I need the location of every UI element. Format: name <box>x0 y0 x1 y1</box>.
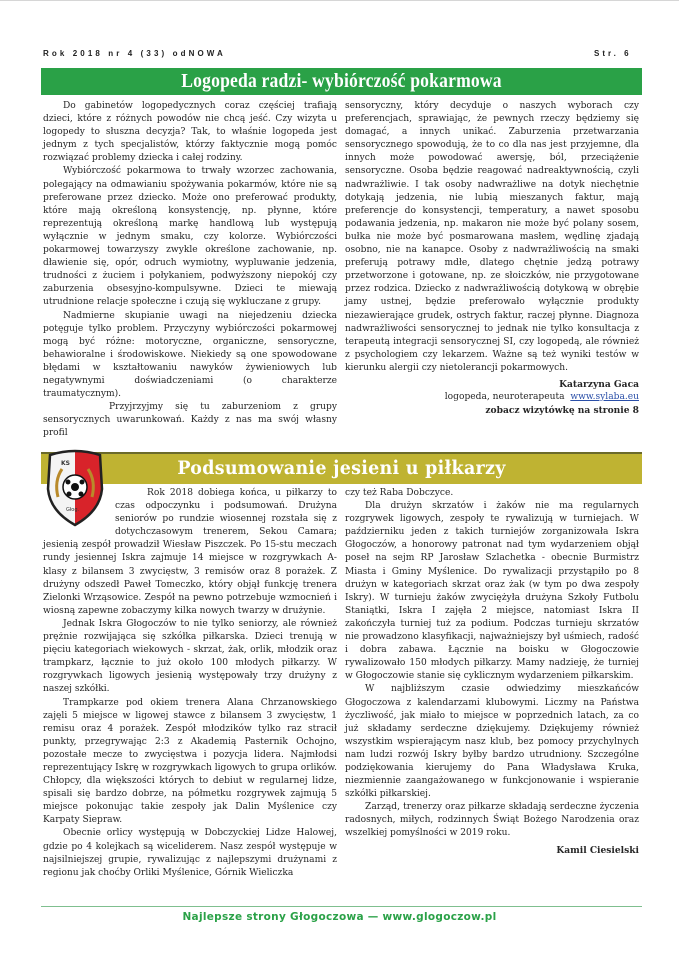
author-name: Katarzyna Gaca <box>559 378 639 390</box>
author-credentials <box>345 391 639 404</box>
footer-text: Najlepsze strony Głogoczowa — www.glogoczow.pl <box>182 911 497 923</box>
paragraph: Zarząd, trenerzy oraz piłkarze składają serdeczne życzenia radosnych, miłych, rodzinnych Świąt Bożego Narodzenia oraz wszelkiej pomyślności w 2019 roku. <box>345 802 639 839</box>
author-website-link[interactable]: www.sylaba.eu <box>570 392 639 403</box>
paragraph: Wybiórczość pokarmowa to trwały wzorzec zachowania, polegający na odmawianiu spożywania pokarmów, które nie są preferowane przez dziecko. Może ono preferować produkty, które mają określoną konsystencję, np. płynne, które reprezentują określoną markę handlową lub występują wyłącznie w jednym smaku, czy kolorze. Wybiórczości pokarmowej towarzyszy zwykle określone zachowanie, np. dławienie się, opór, odruch wymiotny, wypluwanie jedzenia, trudności z żuciem i połykaniem, podwyższony niepokój czy zaburzenia obsesyjno-kompulsywne. Dzieci te miewają utrudnione relacje społeczne i czują się wykluczane z grupy. <box>43 166 337 308</box>
issue-header: Rok 2018 nr 4 (33) odNOWA <box>43 49 226 58</box>
paragraph: Dla drużyn skrzatów i żaków nie ma regularnych rozgrywek ligowych, zespoły te rywalizują w turniejach. W październiku jeden z takich turniejów zorganizowała Iskra Głogoczów, a honorowy patronat nad tym wydarzeniem objął poseł na sejm RP Jarosław Szlachetka - obecnie Burmistrz Miasta i Gminy Myślenice. Do rywalizacji przystąpiło po 8 drużyn w kategoriach skrzat oraz żak (w tym po dwa zespoły Iskry). W turnieju żaków zwyciężyła drużyna Szkoły Futbolu Staniątki, Iskra I zajęła 2 miejsce, natomiast Iskra II zakończyła turniej tuż za podium. Podczas turnieju skrzatów nie prowadzono klasyfikacji, najważniejszy był uśmiech, radość i dobra zabawa. Łącznie na boisku w Głogoczowie rywalizowało 150 młodych piłkarzy. Mamy nadzieję, że turniej w Głogoczowie stanie się cyklicznym wydarzeniem piłkarskim. <box>345 501 639 682</box>
page-top-border <box>0 0 679 1</box>
article-2-title-bar <box>41 454 642 484</box>
paragraph: Do gabinetów logopedycznych coraz częściej trafiają dzieci, które z różnych powodów nie chcą jeść. Czy wizyta u logopedy to słuszna decyzja? Tak, to właśnie logopeda jest jednym z tych specjalistów, którzy faktycznie mogą pomóc rozwiązać problemy dziecka i całej rodziny. <box>43 101 337 164</box>
article-1-column-2 <box>345 100 639 417</box>
author-name: Kamil Ciesielski <box>556 844 639 856</box>
article-2-column-1 <box>43 487 337 880</box>
author-role: logopeda, neuroterapeuta <box>444 392 565 403</box>
article-1-title-bar <box>41 68 642 95</box>
paragraph: Trampkarze pod okiem trenera Alana Chrzanowskiego zajęli 5 miejsce w ligowej stawce z bilansem 3 zwycięstw, 1 remisu oraz 4 porażek. Zespół młodzików tylko raz stracił punkty, przegrywając 2:3 z Akademią Pasternik Ochojno, pozostałe mecze to zwycięstwa i pozycja lidera. Najmłodsi reprezentujący Iskrę w rozgrywkach ligowych to grupa orlików. Chłopcy, dla większości których to debiut w regularnej lidze, spisali się bardzo dobrze, na półmetku rozgrywek zajmują 5 miejsce pokonując takie zespoły jak Dalin Myślenice czy Karpaty Siepraw. <box>43 697 337 826</box>
article-1-signature <box>345 378 639 417</box>
paragraph: Jednak Iskra Głogoczów to nie tylko seniorzy, ale również prężnie rozwijająca się szkółka piłkarska. Dzieci trenują w pięciu kategoriach wiekowych - skrzat, żak, orlik, młodzik oraz trampkarz, łącznie to już około 100 młodych piłkarzy. W rozgrywkach ligowych jesienią występowały trzy drużyny z naszej szkółki. <box>43 618 337 695</box>
svg-text:Głog.: Głog. <box>66 507 80 513</box>
paragraph: Rok 2018 dobiega końca, u piłkarzy to czas odpoczynku i podsumowań. Drużyna seniorów po rundzie wiosennej rozstała się z dotychczasowym trenerem, Sekou Camara; jesienią zespół prowadził Wiesław Piszczek. Po 15-stu meczach rundy jesiennej Iskra zajmuje 14 miejsce w rozgrywkach A-klasy z bilansem 3 zwycięstw, 3 remisów oraz 8 porażek. Z drużyny odszedł Paweł Tomeczko, który objął funkcję trenera Zielonki Wrząsowice. Zespół na pewno potrzebuje wzmocnień i wiosną zapewne zobaczymy kilka nowych twarzy w drużynie. <box>43 488 337 616</box>
paragraph: sensoryczny, który decyduje o naszych wyborach czy preferencjach, sprawiając, że pewnych rzeczy będziemy się domagać, a innych unikać. Zaburzenia przetwarzania sensorycznego spowodują, że to co dla nas jest przyjemne, dla innych może powodować awersję, ból, przeciążenie sensoryczne. Osoba będzie reagować nadreaktywnością, czyli nadwrażliwie. I tak osoby nadwrażliwe na dotyk niechętnie dotykają jedzenia, nie lubią mieszanych faktur, mają preferencje do konsystencji, temperatury, a nawet sposobu podawania jedzenia, np. makaron nie może być polany sosem, bułka nie może być posmarowana masłem, wędlinę zjadają osobno, nie na kanapce. Osoby z nadwrażliwością na smaki preferują potrawy mdłe, dlatego chętnie jedzą potrawy przetworzone i gotowane, np. ze słoiczków, nie przygotowane przez rodzica. Dziecko z nadwrażliwością dotykową w obrębie jamy ustnej, będzie preferowało wyłącznie produkty niezawierające grudek, ostrych faktur, raczej płynne. Diagnoza nadwrażliwości sensorycznej to jednak nie tylko konsultacja z terapeutą integracji sensorycznej SI, czy logopedą, ale również z psychologiem czy lekarzem. Ważne są też wyniki testów w kierunku alergii czy nietolerancji pokarmowych. <box>345 101 639 373</box>
paragraph: czy też Raba Dobczyce. <box>345 488 454 498</box>
page-number: Str. 6 <box>594 49 632 58</box>
article-1-column-1 <box>43 100 337 440</box>
paragraph: Przyjrzyjmy się tu zaburzeniom z grupy sensorycznych uwarunkowań. Każdy z nas ma swój własny profil <box>43 402 337 439</box>
article-2-column-2 <box>345 487 639 857</box>
see-business-card-note: zobacz wizytówkę na stronie 8 <box>485 405 639 417</box>
logo-spacer <box>43 487 115 527</box>
paragraph: Nadmierne skupianie uwagi na niejedzeniu dziecka potęguje tylko problem. Przyczyny wybiórczości pokarmowej mogą być różne: motoryczne, organiczne, sensoryczne, behawioralne i środowiskowe. Niekiedy są one spowodowane błędami w kształtowaniu nawyków żywieniowych lub negatywnymi doświadczeniami (o charakterze traumatycznym). <box>43 310 337 400</box>
article-1-title: Logopeda radzi- wybiórczość pokarmowa <box>181 70 502 92</box>
article-2-signature <box>345 844 639 857</box>
svg-text:KS: KS <box>61 460 70 467</box>
article-2-title: Podsumowanie jesieni u piłkarzy <box>177 457 506 479</box>
paragraph: W najbliższym czasie odwiedzimy mieszkańców Głogoczowa z kalendarzami klubowymi. Liczmy na Państwa życzliwość, jak miało to miejsce w poprzednich latach, za co już składamy serdeczne dziękujemy. Dziękujemy również wszystkim wspierającym nasz klub, bez pomocy przychylnych nam ludzi rozwój Iskry byłby bardzo utrudniony. Szczególne podziękowania kierujemy do Pana Władysława Kruka, niezmiennie zaangażowanego w funkcjonowanie i wspieranie szkółki piłkarskiej. <box>345 684 639 800</box>
paragraph: Obecnie orlicy występują w Dobczyckiej Lidze Halowej, gdzie po 4 kolejkach są wiceliderem. Nasz zespół występuje w najsilniejszej grupie, rywalizując z najlepszymi drużynami z regionu jak choćby Orliki Myślenice, Górnik Wieliczka <box>43 828 337 878</box>
footer-rule <box>41 906 642 907</box>
